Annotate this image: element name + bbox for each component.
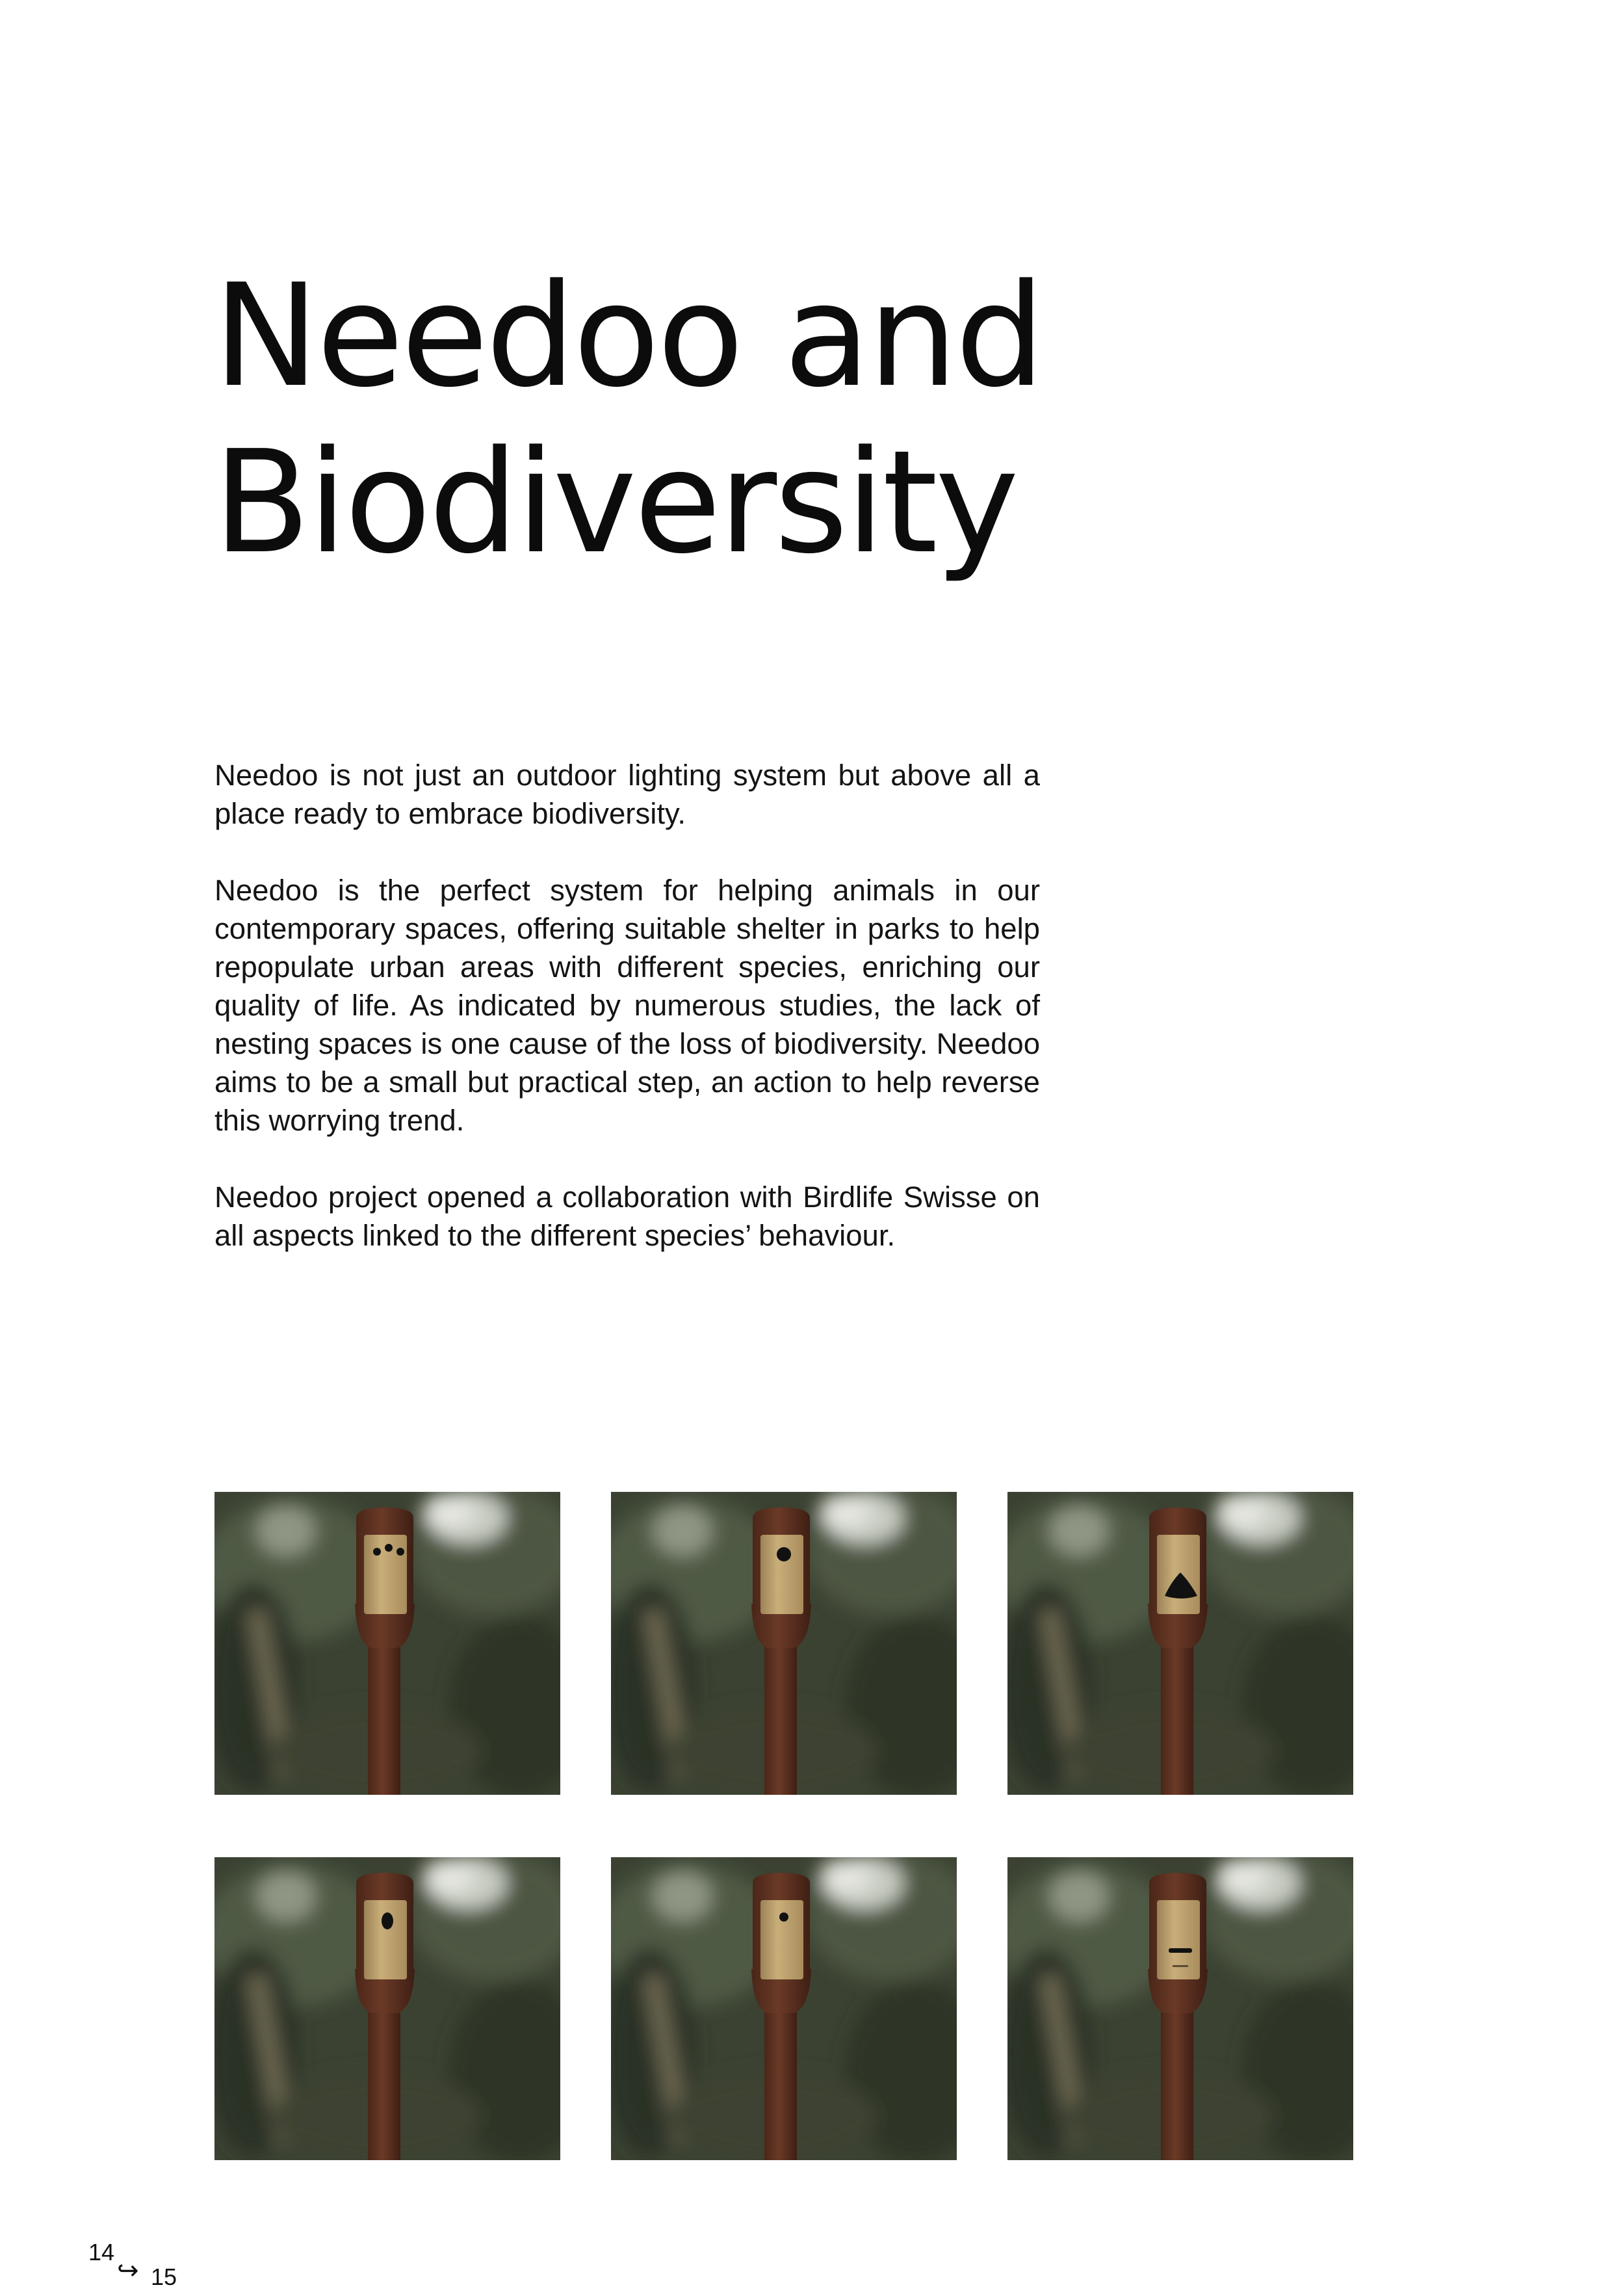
- nest-lamp-illustration: [611, 1857, 957, 2160]
- nest-lamp-illustration: [1007, 1492, 1353, 1795]
- nest-lamp-photo: [611, 1857, 957, 2160]
- nest-lamp-illustration: [214, 1857, 560, 2160]
- nest-lamp-photo: [1007, 1857, 1353, 2160]
- nest-lamp-photo: [214, 1492, 560, 1795]
- photo-grid: [214, 1492, 1353, 2161]
- title-line-1: Needoo and: [213, 254, 1043, 419]
- nest-lamp-illustration: [214, 1492, 560, 1795]
- nest-lamp-photo: [611, 1492, 957, 1795]
- turn-arrow-icon: ↪: [117, 2256, 139, 2285]
- nest-lamp-illustration: [611, 1492, 957, 1795]
- nest-lamp-photo: [1007, 1492, 1353, 1795]
- body-text: [214, 756, 1040, 1293]
- page-title: [213, 254, 1123, 586]
- paragraph: Needoo is not just an outdoor lighting system but above all a place ready to embrace biodiversity.: [214, 759, 1040, 830]
- page-number-right: 15: [151, 2263, 177, 2290]
- paragraph: Needoo project opened a collaboration with Birdlife Swisse on all aspects linked to the different species’ behaviour.: [214, 1181, 1040, 1252]
- page-number: [88, 2239, 218, 2291]
- nest-lamp-photo: [214, 1857, 560, 2160]
- nest-lamp-illustration: [1007, 1857, 1353, 2160]
- title-line-2: Biodiversity: [213, 421, 1017, 585]
- paragraph: Needoo is the perfect system for helping animals in our contemporary spaces, offering suitable shelter in parks to help repopulate urban areas with different species, enriching our quality of life. As indicated by numerous studies, the lack of nesting spaces is one cause of the loss of biodiversity. Needoo aims to be a small but practical step, an action to help reverse this worrying trend.: [214, 874, 1040, 1137]
- page-number-left: 14: [88, 2239, 115, 2265]
